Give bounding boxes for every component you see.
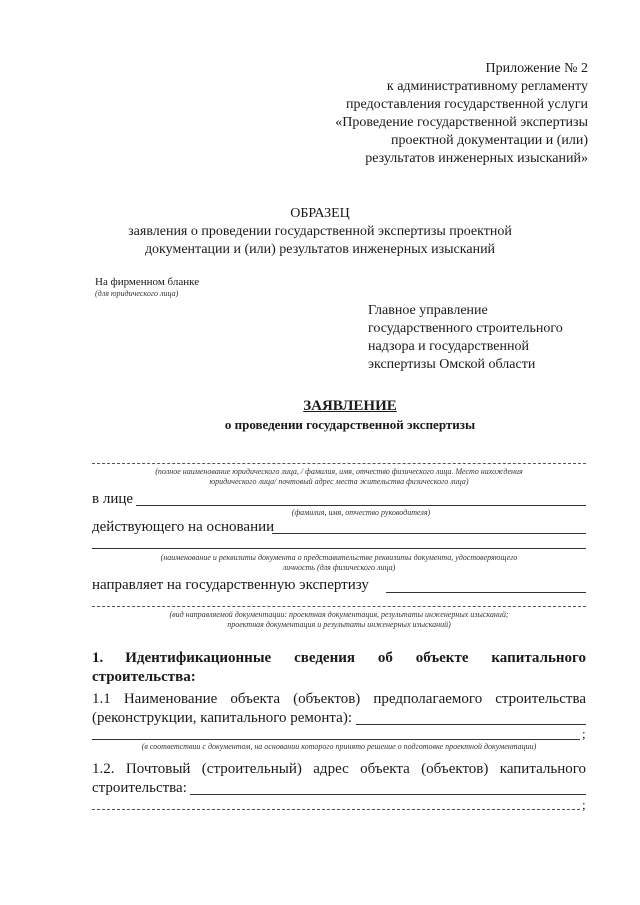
appendix-line: проектной документации и (или) [391, 133, 588, 148]
basis-line-2[interactable] [92, 548, 586, 549]
item11-end: ; [582, 726, 586, 741]
person-label: в лице [92, 491, 134, 507]
appendix-title: Приложение № 2 [485, 61, 588, 76]
addressee-block [368, 302, 608, 374]
basis-hint-line: (наименование и реквизиты документа о представительстве реквизиты документа, удостоверяющего [160, 553, 518, 562]
letterhead-note [95, 276, 199, 299]
basis-hint-line: личность (для физического лица) [282, 563, 396, 572]
item11-hint: (в соответствии с документом, на основании которого принято решение о подготовке проектной документации) [141, 742, 537, 751]
item12-text-2: строительства: [92, 780, 187, 796]
appendix-line: результатов инженерных изысканий» [365, 151, 588, 166]
section1-heading [92, 649, 586, 687]
direct-hint-line: (вид направляемой документации: проектная документация, результаты инженерных изысканий; [169, 610, 509, 619]
item11-line[interactable] [356, 724, 586, 725]
item12-end: ; [582, 797, 586, 812]
letterhead-hint: (для юридического лица) [95, 289, 179, 298]
item11-text: 1.1 Наименование объекта (объектов) предполагаемого строительства [92, 691, 586, 707]
direct-hint [92, 610, 586, 630]
sample-heading [60, 205, 580, 259]
direct-line-2[interactable] [92, 606, 586, 607]
addressee-line: экспертизы Омской области [368, 357, 536, 372]
addressee-line: надзора и государственной [368, 339, 529, 354]
sample-line: заявления о проведении государственной экспертизы проектной [128, 224, 512, 239]
statement-title: ЗАЯВЛЕНИЕ [303, 398, 397, 414]
item11-text-2: (реконструкции, капитального ремонта): [92, 710, 352, 726]
direct-line[interactable] [386, 592, 586, 593]
applicant-hint-line: юридического лица/ почтовый адрес места жительства физического лица) [209, 477, 469, 486]
item12-line-2[interactable] [92, 809, 580, 810]
addressee-line: Главное управление [368, 303, 488, 318]
section1-heading-row [92, 649, 586, 668]
sample-line: документации и (или) результатов инженерных изысканий [144, 242, 496, 257]
direct-label: направляет на государственную экспертизу [92, 577, 369, 593]
person-hint: (фамилия, имя, отчество руководителя) [291, 508, 431, 517]
applicant-hint [92, 467, 586, 487]
addressee-line: государственного строительного [368, 321, 563, 336]
appendix-line: предоставления государственной услуги [346, 97, 588, 112]
item12-text: 1.2. Почтовый (строительный) адрес объекта (объектов) капитального [92, 761, 586, 777]
basis-line[interactable] [272, 533, 586, 534]
sample-title: ОБРАЗЕЦ [290, 206, 350, 221]
section1-heading-line2: строительства: [92, 669, 196, 685]
basis-hint [92, 553, 586, 573]
person-line[interactable] [136, 505, 586, 506]
appendix-block [228, 60, 588, 168]
applicant-line[interactable] [92, 463, 586, 464]
statement-subtitle: о проведении государственной экспертизы [224, 417, 476, 432]
applicant-hint-line: (полное наименование юридического лица, / фамилия, имя, отчество физического лица. Место нахождения [155, 467, 523, 476]
section1-number: 1. [92, 650, 104, 666]
item11-line-2[interactable] [92, 739, 580, 740]
basis-label: действующего на основании [92, 519, 275, 535]
direct-hint-line: проектная документация и результаты инженерных изысканий) [227, 620, 451, 629]
appendix-line: к административному регламенту [386, 79, 588, 94]
appendix-line: «Проведение государственной экспертизы [335, 115, 588, 130]
section1-heading-text: Идентификационные сведения об объекте капитального [125, 650, 586, 666]
letterhead-label: На фирменном бланке [95, 276, 200, 288]
item12-line[interactable] [190, 794, 586, 795]
